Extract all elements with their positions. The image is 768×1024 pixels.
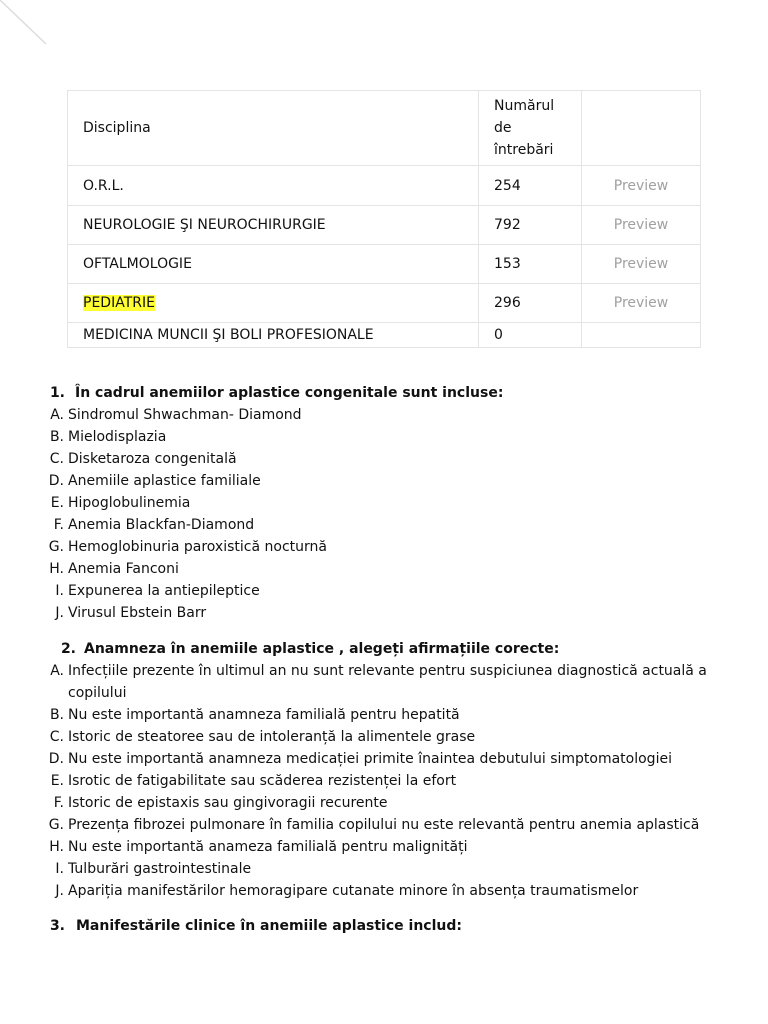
option-letter: C. bbox=[49, 729, 64, 745]
answer-option bbox=[0, 836, 768, 858]
answer-option bbox=[0, 858, 768, 880]
answer-option bbox=[0, 660, 768, 704]
option-text: Virusul Ebstein Barr bbox=[68, 605, 207, 621]
answer-option bbox=[0, 492, 768, 514]
row-count: 254 bbox=[479, 166, 582, 206]
row-discipline: MEDICINA MUNCII ŞI BOLI PROFESIONALE bbox=[68, 323, 479, 348]
question-text: Manifestările clinice în anemiile aplastice includ: bbox=[76, 918, 462, 934]
answer-option bbox=[0, 602, 768, 624]
row-discipline bbox=[68, 284, 479, 323]
answer-option bbox=[0, 580, 768, 602]
table-row bbox=[68, 323, 701, 348]
discipline-table bbox=[67, 90, 701, 348]
highlighted-discipline: PEDIATRIE bbox=[83, 295, 155, 311]
row-count: 296 bbox=[479, 284, 582, 323]
header-question-count: Numărul de întrebări bbox=[479, 91, 582, 166]
row-discipline: O.R.L. bbox=[68, 166, 479, 206]
table-header-row bbox=[68, 91, 701, 166]
option-text: Apariția manifestărilor hemoragipare cutanate minore în absența traumatismelor bbox=[68, 883, 639, 899]
answer-option bbox=[0, 470, 768, 492]
option-letter: G. bbox=[48, 817, 64, 833]
answer-option bbox=[0, 558, 768, 580]
option-text: Nu este importantă anameza familială pentru malignități bbox=[68, 839, 468, 855]
row-count: 0 bbox=[479, 323, 582, 348]
answer-option bbox=[0, 792, 768, 814]
table-row bbox=[68, 166, 701, 206]
option-letter: B. bbox=[49, 707, 64, 723]
preview-link[interactable]: Preview bbox=[582, 166, 701, 206]
answer-option bbox=[0, 536, 768, 558]
answer-option bbox=[0, 748, 768, 770]
question-title bbox=[0, 638, 768, 660]
question-1 bbox=[0, 382, 768, 624]
option-letter: C. bbox=[49, 451, 64, 467]
table-row bbox=[68, 284, 701, 323]
option-letter: H. bbox=[49, 839, 64, 855]
option-text: Mielodisplazia bbox=[68, 429, 167, 445]
option-text: Istoric de steatoree sau de intoleranță la alimentele grase bbox=[68, 729, 476, 745]
option-text: Prezența fibrozei pulmonare în familia copilului nu este relevantă pentru anemia aplastică bbox=[68, 817, 700, 833]
option-text: Anemia Blackfan-Diamond bbox=[68, 517, 255, 533]
answer-option bbox=[0, 426, 768, 448]
row-count: 792 bbox=[479, 206, 582, 245]
option-text: Anemia Fanconi bbox=[68, 561, 179, 577]
option-letter: I. bbox=[55, 861, 64, 877]
option-letter: I. bbox=[55, 583, 64, 599]
row-action-empty bbox=[582, 323, 701, 348]
option-text: Disketaroza congenitală bbox=[68, 451, 237, 467]
answer-option bbox=[0, 814, 768, 836]
answer-option bbox=[0, 880, 768, 902]
option-letter: E. bbox=[50, 495, 64, 511]
table-row bbox=[68, 245, 701, 284]
option-text: Expunerea la antiepileptice bbox=[68, 583, 260, 599]
page-fold-corner bbox=[0, 0, 48, 46]
option-text: Anemiile aplastice familiale bbox=[68, 473, 261, 489]
row-count: 153 bbox=[479, 245, 582, 284]
answer-option bbox=[0, 770, 768, 792]
row-discipline: OFTALMOLOGIE bbox=[68, 245, 479, 284]
row-discipline: NEUROLOGIE ŞI NEUROCHIRURGIE bbox=[68, 206, 479, 245]
option-letter: D. bbox=[48, 751, 64, 767]
option-letter: J. bbox=[55, 605, 64, 621]
option-letter: E. bbox=[50, 773, 64, 789]
option-letter: D. bbox=[48, 473, 64, 489]
question-3 bbox=[0, 915, 768, 937]
question-text: În cadrul anemiilor aplastice congenitale sunt incluse: bbox=[75, 385, 504, 401]
option-text: Infecțiile prezente în ultimul an nu sunt relevante pentru suspiciunea diagnostică actuală a copilului bbox=[68, 663, 707, 701]
question-number: 1. bbox=[49, 385, 65, 401]
table-row bbox=[68, 206, 701, 245]
option-letter: B. bbox=[49, 429, 64, 445]
question-title bbox=[0, 382, 768, 404]
answer-option bbox=[0, 726, 768, 748]
header-actions bbox=[582, 91, 701, 166]
option-text: Nu este importantă anamneza familială pentru hepatită bbox=[68, 707, 460, 723]
option-letter: A. bbox=[50, 663, 64, 679]
question-text: Anamneza în anemiile aplastice , alegeți afirmațiile corecte: bbox=[84, 641, 560, 657]
option-text: Istoric de epistaxis sau gingivoragii recurente bbox=[68, 795, 388, 811]
option-letter: H. bbox=[49, 561, 64, 577]
option-text: Hemoglobinuria paroxistică nocturnă bbox=[68, 539, 327, 555]
preview-link[interactable]: Preview bbox=[582, 284, 701, 323]
option-letter: J. bbox=[55, 883, 64, 899]
question-2 bbox=[0, 638, 768, 902]
option-letter: A. bbox=[50, 407, 64, 423]
option-text: Sindromul Shwachman- Diamond bbox=[68, 407, 302, 423]
header-discipline: Disciplina bbox=[68, 91, 479, 166]
question-number: 3. bbox=[49, 918, 65, 934]
answer-option bbox=[0, 514, 768, 536]
preview-link[interactable]: Preview bbox=[582, 206, 701, 245]
option-text: Tulburări gastrointestinale bbox=[68, 861, 252, 877]
option-letter: F. bbox=[53, 795, 64, 811]
option-text: Isrotic de fatigabilitate sau scăderea rezistenței la efort bbox=[68, 773, 457, 789]
question-title bbox=[0, 915, 768, 937]
option-text: Hipoglobulinemia bbox=[68, 495, 191, 511]
question-number: 2. bbox=[60, 641, 76, 657]
preview-link[interactable]: Preview bbox=[582, 245, 701, 284]
answer-option bbox=[0, 448, 768, 470]
option-letter: F. bbox=[53, 517, 64, 533]
option-text: Nu este importantă anamneza medicației primite înaintea debutului simptomatologiei bbox=[68, 751, 672, 767]
answer-option bbox=[0, 404, 768, 426]
option-letter: G. bbox=[48, 539, 64, 555]
answer-option bbox=[0, 704, 768, 726]
